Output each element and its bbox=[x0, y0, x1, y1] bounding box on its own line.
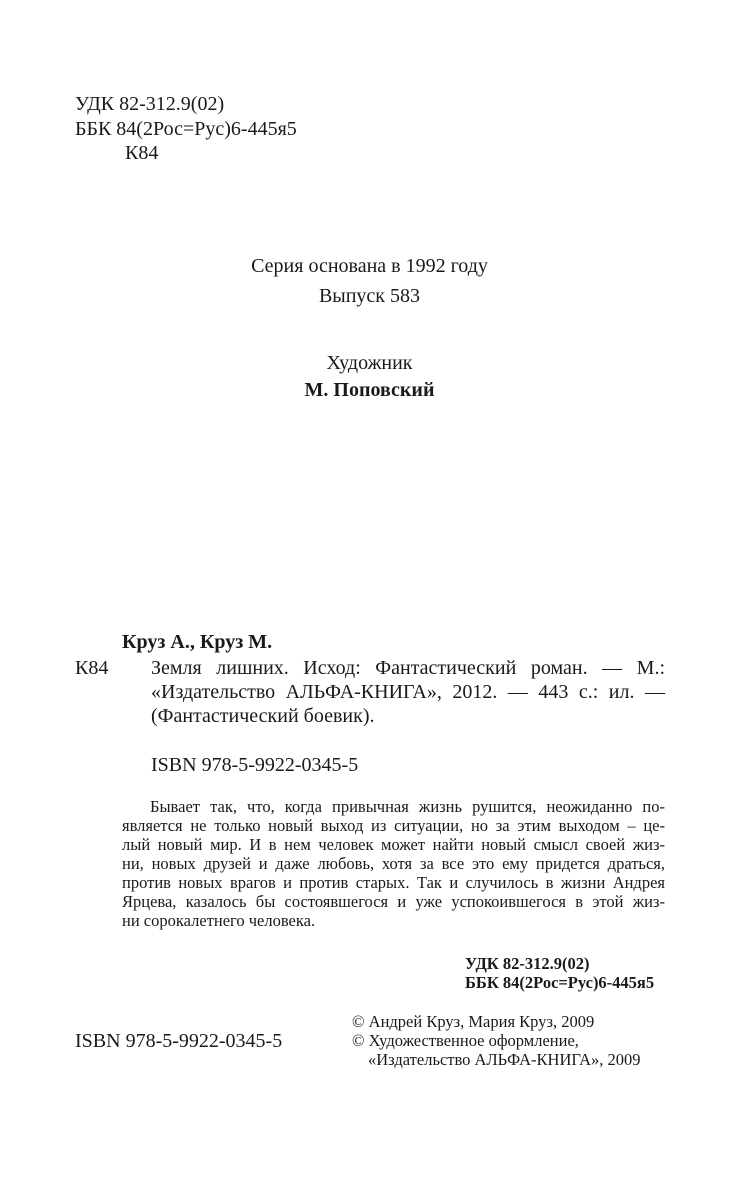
bib-authors: Круз А., Круз М. bbox=[122, 631, 273, 653]
bib-line: (Фантастический боевик). bbox=[151, 705, 375, 727]
annotation-line: лый новый мир. И в нем человек может найти новый смысл своей жиз- bbox=[122, 835, 665, 854]
annotation-line: ни сорокалетнего человека. bbox=[122, 911, 316, 930]
annotation-line: Ярцева, казалось бы состоявшегося и уже успокоившегося в этой жиз- bbox=[122, 892, 665, 911]
bib-author-mark: К84 bbox=[75, 657, 109, 679]
copyright-authors: © Андрей Круз, Мария Круз, 2009 bbox=[352, 1012, 595, 1031]
bib-line: «Издательство АЛЬФА-КНИГА», 2012. — 443 с.: ил. — bbox=[151, 681, 665, 703]
udk-code: УДК 82-312.9(02) bbox=[75, 93, 225, 115]
bib-line: Земля лишних. Исход: Фантастический роман. — М.: bbox=[151, 657, 665, 679]
bbk-code: ББК 84(2Рос=Рус)6-445я5 bbox=[75, 118, 297, 140]
copyright-design: © Художественное оформление, bbox=[352, 1031, 579, 1050]
footer-udk: УДК 82-312.9(02) bbox=[465, 954, 590, 973]
artist-label: Художник bbox=[326, 352, 413, 374]
series-issue: Выпуск 583 bbox=[318, 285, 421, 307]
copyright-publisher: «Издательство АЛЬФА-КНИГА», 2009 bbox=[368, 1050, 641, 1069]
annotation-line: Бывает так, что, когда привычная жизнь рушится, неожиданно по- bbox=[150, 797, 665, 816]
footer-isbn: ISBN 978-5-9922-0345-5 bbox=[75, 1030, 283, 1052]
author-mark: К84 bbox=[125, 142, 159, 164]
annotation-line: является не только новый выход из ситуации, но за этим выходом – це- bbox=[122, 816, 665, 835]
bib-description bbox=[151, 656, 665, 728]
series-founded: Серия основана в 1992 году bbox=[251, 255, 488, 277]
bib-isbn: ISBN 978-5-9922-0345-5 bbox=[151, 754, 359, 776]
artist-name: М. Поповский bbox=[304, 379, 435, 401]
annotation-line: против новых врагов и против старых. Так и случилось в жизни Андрея bbox=[122, 873, 665, 892]
annotation bbox=[122, 797, 665, 930]
footer-bbk: ББК 84(2Рос=Рус)6-445я5 bbox=[465, 973, 655, 992]
annotation-line: ни, новых друзей и даже любовь, хотя за все это ему придется драться, bbox=[122, 854, 665, 873]
